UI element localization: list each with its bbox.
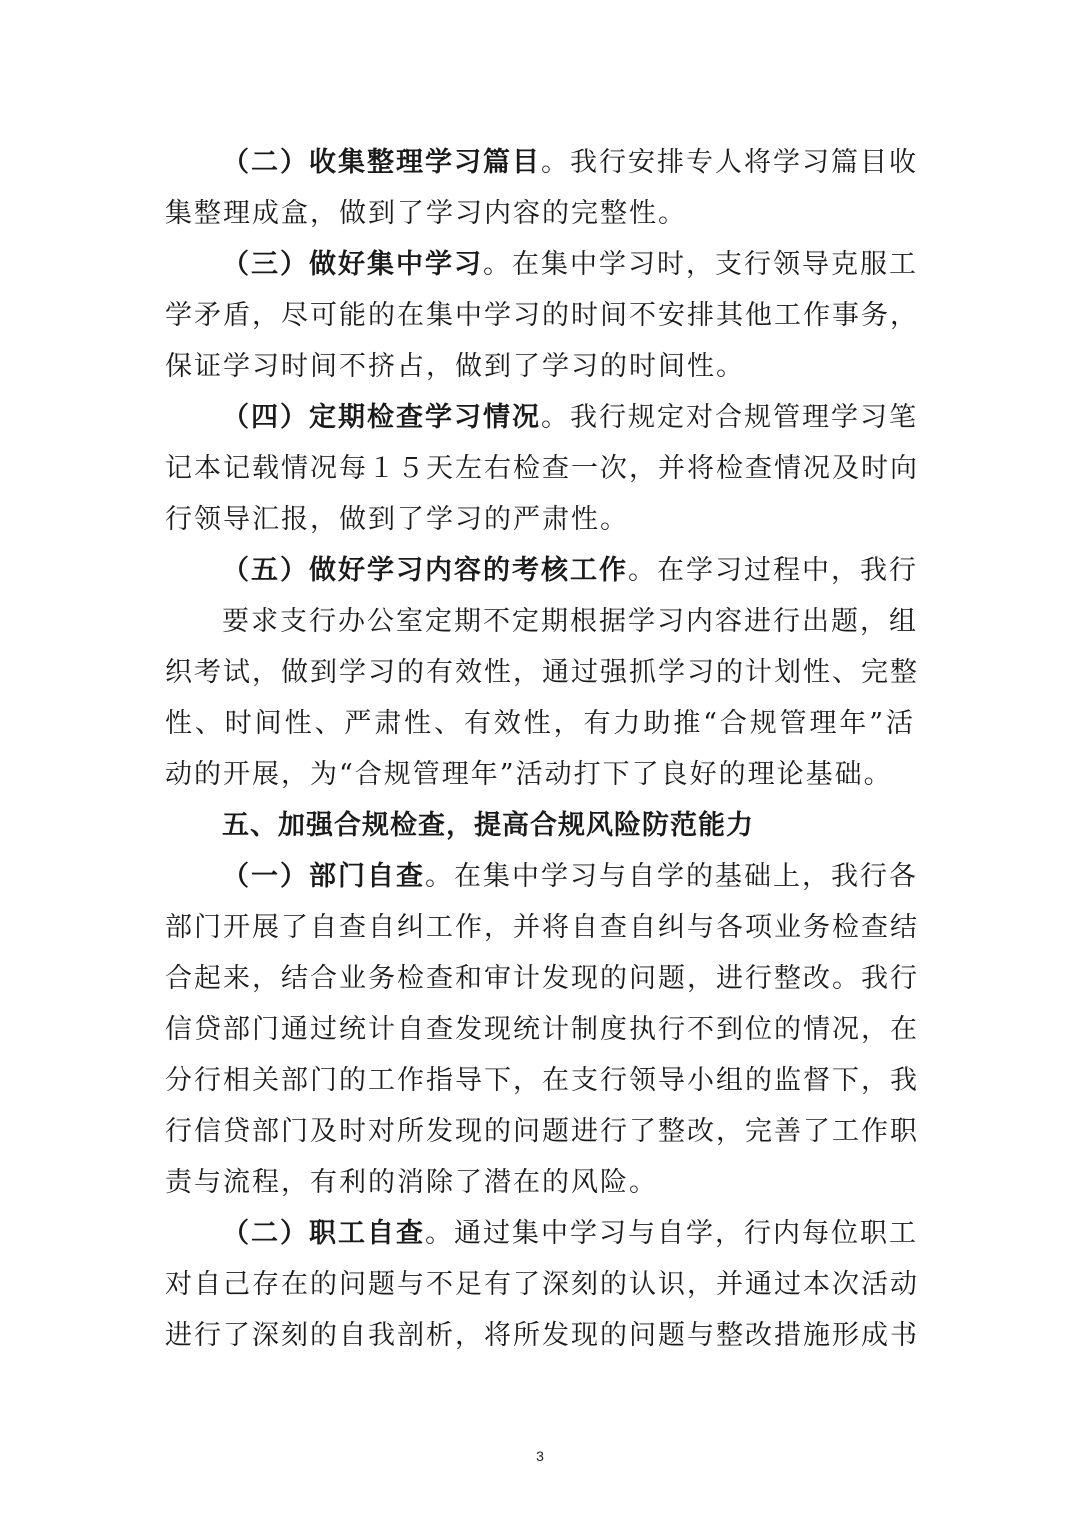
paragraph-text: 。通过集中学习与自学，行内每位职工 — [425, 1218, 918, 1249]
section-heading: 五、加强合规检查，提高合规风险防范能力 — [222, 810, 754, 841]
paragraph-line: 要求支行办公室定期不定期根据学习内容进行出题，组 — [222, 606, 918, 637]
paragraph-text: 。我行规定对合规管理学习笔 — [541, 402, 918, 433]
paragraph-line — [165, 545, 918, 596]
paragraph-line: 性、时间性、严肃性、有效性，有力助推“合规管理年”活 — [165, 708, 915, 739]
paragraph-line: 记本记载情况每１５天左右检查一次，并将检查情况及时向 — [165, 453, 919, 484]
paragraph-text: 。在学习过程中，我行 — [628, 555, 918, 586]
paragraph-line: 部门开展了自查自纠工作，并将自查自纠与各项业务检查结 — [165, 912, 919, 943]
paragraph-text: 。我行安排专人将学习篇目收 — [541, 147, 918, 178]
paragraph-line — [165, 239, 918, 290]
paragraph-line — [165, 851, 918, 902]
paragraph-text: 。在集中学习与自学的基础上，我行各 — [425, 861, 918, 892]
paragraph-lead: （五）做好学习内容的考核工作 — [222, 555, 628, 586]
paragraph-line: 织考试，做到学习的有效性，通过强抓学习的计划性、完整 — [165, 657, 919, 688]
paragraph-line: 集整理成盒，做到了学习内容的完整性。 — [165, 198, 687, 229]
paragraph-text: 。在集中学习时，支行领导克服工 — [483, 249, 918, 280]
paragraph-line: 分行相关部门的工作指导下，在支行领导小组的监督下，我 — [165, 1065, 919, 1096]
paragraph-line: 对自己存在的问题与不足有了深刻的认识，并通过本次活动 — [165, 1269, 919, 1300]
paragraph-line: 信贷部门通过统计自查发现统计制度执行不到位的情况，在 — [165, 1014, 919, 1045]
paragraph-line: 行信贷部门及时对所发现的问题进行了整改，完善了工作职 — [165, 1116, 919, 1147]
paragraph-line: 学矛盾，尽可能的在集中学习的时间不安排其他工作事务， — [165, 300, 919, 331]
paragraph-lead: （二）职工自查 — [222, 1218, 425, 1249]
paragraph-line: 保证学习时间不挤占，做到了学习的时间性。 — [165, 351, 745, 382]
page-number: 3 — [536, 1448, 544, 1464]
paragraph-line: 行领导汇报，做到了学习的严肃性。 — [165, 504, 629, 535]
paragraph-line — [165, 1208, 918, 1259]
paragraph-line: 动的开展，为“合规管理年”活动打下了良好的理论基础。 — [165, 759, 893, 790]
paragraph-lead: （一）部门自查 — [222, 861, 425, 892]
paragraph-line: 责与流程，有利的消除了潜在的风险。 — [165, 1167, 658, 1198]
paragraph-line — [165, 392, 918, 443]
paragraph-line: 进行了深刻的自我剖析，将所发现的问题与整改措施形成书 — [165, 1320, 919, 1351]
body-text — [165, 137, 919, 1361]
paragraph-line: 合起来，结合业务检查和审计发现的问题，进行整改。我行 — [165, 963, 919, 994]
paragraph-lead: （四）定期检查学习情况 — [222, 402, 541, 433]
paragraph-line — [165, 137, 918, 188]
paragraph-lead: （三）做好集中学习 — [222, 249, 483, 280]
paragraph-lead: （二）收集整理学习篇目 — [222, 147, 541, 178]
